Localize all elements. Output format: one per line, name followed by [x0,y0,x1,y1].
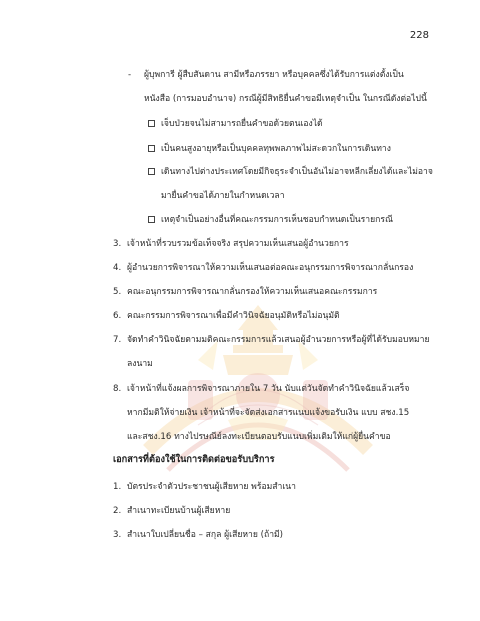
step-item [113,334,430,346]
checkbox-item [148,214,393,226]
step-item [113,262,413,274]
step-continuation: ลงนาม [127,359,153,369]
checkbox-icon [148,168,155,175]
bullet-dash: - [128,70,132,80]
documents-heading: เอกสารที่ต้องใช้ในการติดต่อขอรับบริการ [113,454,275,465]
university-seal-watermark [128,300,388,500]
step-item [113,383,409,395]
document-number: 1. [113,482,122,492]
page-number: 228 [409,30,429,41]
step-item [113,238,349,250]
step-item [113,286,377,298]
document-number: 2. [113,506,122,516]
step-item [113,310,340,322]
step-number: 7. [113,335,122,345]
document-text: สำเนาทะเบียนบ้านผู้เสียหาย [127,506,231,516]
document-item [113,481,296,493]
intro-text-1: ผู้บุพการี ผู้สืบสันดาน สามีหรือภรรยา หรือบุคคลซึ่งได้รับการแต่งตั้งเป็น [144,70,404,80]
checkbox-icon [148,120,155,127]
checkbox-item [148,118,323,130]
checkbox-icon [148,216,155,223]
step-continuation: หากมีมติให้จ่ายเงิน เจ้าหน้าที่จะจัดส่งเอกสารแนบแจ้งขอรับเงิน แบบ สชง.15 [127,408,410,418]
step-continuation: และสชง.16 ทางไปรษณีย์ลงทะเบียนตอบรับแนบเพิ่มเติมให้แก่ผู้ยื่นคำขอ [127,432,391,442]
checkbox-continuation: มายื่นคำขอได้ภายในกำหนดเวลา [161,191,285,201]
step-number: 4. [113,263,122,273]
step-text: เจ้าหน้าที่แจ้งผลการพิจารณาภายใน 7 วัน นับแต่วันจัดทำคำวินิจฉัยแล้วเสร็จ [127,384,410,394]
step-text: ผู้อำนวยการพิจารณาให้ความเห็นเสนอต่อคณะอนุกรรมการพิจารณากลั่นกรอง [127,263,414,273]
document-item [113,529,283,541]
checkbox-item [148,143,391,155]
document-text: สำเนาใบเปลี่ยนชื่อ – สกุล ผู้เสียหาย (ถ้ามี) [127,530,284,540]
checkbox-label: เหตุจำเป็นอย่างอื่นที่คณะกรรมการเห็นชอบกำหนดเป็นรายกรณี [161,215,393,225]
document-number: 3. [113,530,122,540]
step-text: คณะอนุกรรมการพิจารณากลั่นกรองให้ความเห็นเสนอคณะกรรมการ [127,287,378,297]
checkbox-label: เจ็บป่วยจนไม่สามารถยื่นคำขอด้วยตนเองได้ [161,119,323,129]
intro-line-1 [128,69,404,81]
checkbox-label: เดินทางไปต่างประเทศโดยมีกิจธุระจำเป็นอันไม่อาจหลีกเลี่ยงได้และไม่อาจ [161,167,433,177]
step-number: 8. [113,384,122,394]
step-text: คณะกรรมการพิจารณาเพื่อมีคำวินิจฉัยอนุมัติหรือไม่อนุมัติ [127,311,340,321]
document-text: บัตรประจำตัวประชาชนผู้เสียหาย พร้อมสำเนา [127,482,296,492]
step-text: จัดทำคำวินิจฉัยตามมติคณะกรรมการแล้วเสนอผู้อำนวยการหรือผู้ที่ได้รับมอบหมาย [127,335,430,345]
checkbox-label: เป็นคนสูงอายุหรือเป็นบุคคลทุพพลภาพไม่สะดวกในการเดินทาง [161,144,391,154]
step-text: เจ้าหน้าที่รวบรวมข้อเท็จจริง สรุปความเห็นเสนอผู้อำนวยการ [127,239,349,249]
document-item [113,505,230,517]
step-number: 3. [113,239,122,249]
step-number: 5. [113,287,122,297]
step-number: 6. [113,311,122,321]
checkbox-icon [148,145,155,152]
intro-line-2: หนังสือ (การมอบอำนาจ) กรณีผู้มีสิทธิยื่นคำขอมีเหตุจำเป็น ในกรณีดังต่อไปนี้ [144,94,427,104]
checkbox-item [148,166,433,178]
